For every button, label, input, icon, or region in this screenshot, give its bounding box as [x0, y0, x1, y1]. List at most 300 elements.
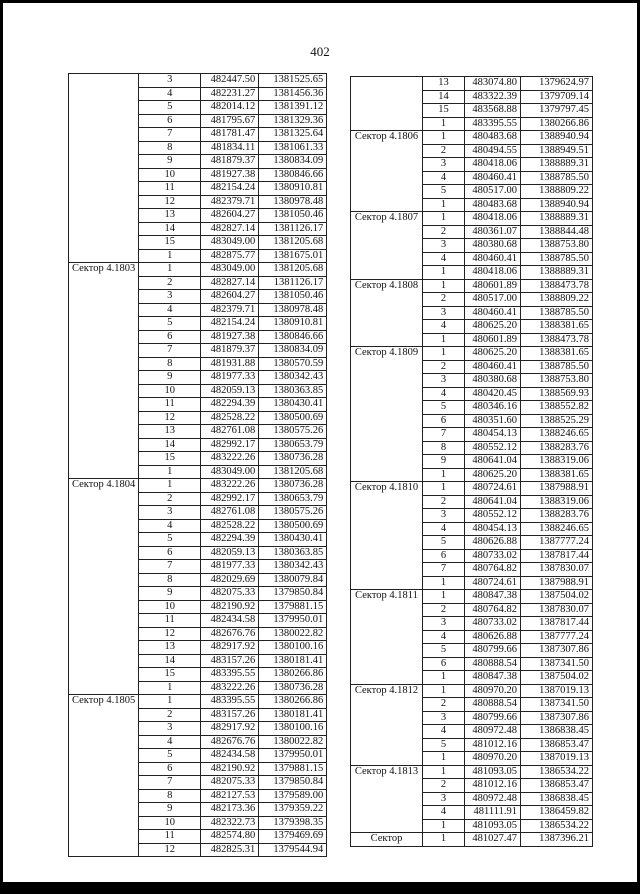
y-coordinate: 1386853.47	[521, 738, 593, 752]
y-coordinate: 1387830.07	[521, 603, 593, 617]
x-coordinate: 482075.33	[201, 776, 259, 790]
x-coordinate: 482294.39	[201, 533, 259, 547]
point-number: 1	[139, 681, 201, 695]
y-coordinate: 1386534.22	[521, 819, 593, 833]
x-coordinate: 483222.26	[201, 681, 259, 695]
x-coordinate: 480626.88	[465, 536, 521, 550]
y-coordinate: 1388889.31	[521, 212, 593, 226]
x-coordinate: 480418.06	[465, 212, 521, 226]
point-number: 14	[139, 438, 201, 452]
point-number: 7	[139, 776, 201, 790]
x-coordinate: 480460.41	[465, 252, 521, 266]
x-coordinate: 480625.20	[465, 468, 521, 482]
y-coordinate: 1380570.59	[259, 357, 327, 371]
x-coordinate: 481834.11	[201, 141, 259, 155]
x-coordinate: 481879.37	[201, 155, 259, 169]
x-coordinate: 482992.17	[201, 438, 259, 452]
point-number: 3	[423, 158, 465, 172]
x-coordinate: 480517.00	[465, 293, 521, 307]
point-number: 1	[423, 198, 465, 212]
point-number: 11	[139, 830, 201, 844]
sector-label: Сектор 4.1812	[351, 684, 423, 765]
y-coordinate: 1379469.69	[259, 830, 327, 844]
y-coordinate: 1388940.94	[521, 198, 593, 212]
y-coordinate: 1380846.66	[259, 168, 327, 182]
point-number: 13	[139, 425, 201, 439]
x-coordinate: 480454.13	[465, 522, 521, 536]
y-coordinate: 1380910.81	[259, 317, 327, 331]
table-row	[69, 479, 327, 493]
y-coordinate: 1388949.51	[521, 144, 593, 158]
x-coordinate: 480517.00	[465, 185, 521, 199]
x-coordinate: 482604.27	[201, 290, 259, 304]
x-coordinate: 483395.55	[201, 668, 259, 682]
point-number: 2	[423, 698, 465, 712]
point-number: 12	[139, 195, 201, 209]
y-coordinate: 1380342.43	[259, 371, 327, 385]
x-coordinate: 480625.20	[465, 347, 521, 361]
y-coordinate: 1381205.68	[259, 236, 327, 250]
sector-label: Сектор 4.1808	[351, 279, 423, 347]
x-coordinate: 481977.33	[201, 371, 259, 385]
point-number: 14	[139, 222, 201, 236]
y-coordinate: 1381050.46	[259, 290, 327, 304]
x-coordinate: 482075.33	[201, 587, 259, 601]
y-coordinate: 1388889.31	[521, 158, 593, 172]
point-number: 1	[423, 131, 465, 145]
y-coordinate: 1388319.06	[521, 455, 593, 469]
point-number: 7	[139, 128, 201, 142]
x-coordinate: 483395.55	[201, 695, 259, 709]
y-coordinate: 1380266.86	[521, 117, 593, 131]
coordinates-table-left	[68, 73, 327, 857]
y-coordinate: 1379709.14	[521, 90, 593, 104]
x-coordinate: 483049.00	[201, 263, 259, 277]
y-coordinate: 1381205.68	[259, 263, 327, 277]
point-number: 6	[423, 657, 465, 671]
x-coordinate: 483157.26	[201, 654, 259, 668]
point-number: 8	[139, 357, 201, 371]
point-number: 2	[423, 144, 465, 158]
y-coordinate: 1387307.86	[521, 711, 593, 725]
y-coordinate: 1381205.68	[259, 465, 327, 479]
point-number: 4	[423, 725, 465, 739]
point-number: 9	[139, 587, 201, 601]
x-coordinate: 482190.92	[201, 600, 259, 614]
y-coordinate: 1386838.45	[521, 792, 593, 806]
point-number: 11	[139, 614, 201, 628]
point-number: 5	[423, 536, 465, 550]
x-coordinate: 480460.41	[465, 171, 521, 185]
x-coordinate: 480972.48	[465, 725, 521, 739]
point-number: 1	[423, 279, 465, 293]
point-number: 1	[423, 819, 465, 833]
x-coordinate: 482875.77	[201, 249, 259, 263]
x-coordinate: 481927.38	[201, 330, 259, 344]
point-number: 6	[139, 330, 201, 344]
x-coordinate: 483568.88	[465, 104, 521, 118]
point-number: 3	[139, 74, 201, 88]
x-coordinate: 481795.67	[201, 114, 259, 128]
point-number: 1	[423, 684, 465, 698]
table-row	[351, 77, 593, 91]
y-coordinate: 1381050.46	[259, 209, 327, 223]
x-coordinate: 480552.12	[465, 509, 521, 523]
y-coordinate: 1388940.94	[521, 131, 593, 145]
y-coordinate: 1387019.13	[521, 752, 593, 766]
point-number: 15	[139, 668, 201, 682]
point-number: 1	[139, 249, 201, 263]
y-coordinate: 1388753.80	[521, 374, 593, 388]
y-coordinate: 1387341.50	[521, 698, 593, 712]
x-coordinate: 483322.39	[465, 90, 521, 104]
point-number: 2	[139, 276, 201, 290]
x-coordinate: 482029.69	[201, 573, 259, 587]
point-number: 1	[423, 347, 465, 361]
x-coordinate: 480847.38	[465, 671, 521, 685]
point-number: 2	[423, 495, 465, 509]
point-number: 2	[423, 779, 465, 793]
x-coordinate: 482434.58	[201, 614, 259, 628]
y-coordinate: 1380363.85	[259, 546, 327, 560]
table-row	[69, 695, 327, 709]
y-coordinate: 1388889.31	[521, 266, 593, 280]
point-number: 3	[423, 711, 465, 725]
y-coordinate: 1388381.65	[521, 320, 593, 334]
page-number: 402	[310, 44, 330, 59]
y-coordinate: 1387777.24	[521, 536, 593, 550]
y-coordinate: 1386838.45	[521, 725, 593, 739]
x-coordinate: 481977.33	[201, 560, 259, 574]
y-coordinate: 1381675.01	[259, 249, 327, 263]
point-number: 4	[423, 522, 465, 536]
y-coordinate: 1387988.91	[521, 576, 593, 590]
point-number: 6	[139, 114, 201, 128]
x-coordinate: 483049.00	[201, 465, 259, 479]
point-number: 14	[423, 90, 465, 104]
y-coordinate: 1380266.86	[259, 695, 327, 709]
y-coordinate: 1380978.48	[259, 195, 327, 209]
x-coordinate: 482992.17	[201, 492, 259, 506]
x-coordinate: 482917.92	[201, 641, 259, 655]
y-coordinate: 1380910.81	[259, 182, 327, 196]
x-coordinate: 480418.06	[465, 158, 521, 172]
y-coordinate: 1387817.44	[521, 617, 593, 631]
x-coordinate: 482574.80	[201, 830, 259, 844]
x-coordinate: 482190.92	[201, 762, 259, 776]
x-coordinate: 483157.26	[201, 708, 259, 722]
point-number: 15	[139, 236, 201, 250]
point-number: 7	[423, 428, 465, 442]
x-coordinate: 482827.14	[201, 276, 259, 290]
point-number: 6	[139, 546, 201, 560]
x-coordinate: 481027.47	[465, 833, 521, 847]
sector-label	[69, 74, 139, 263]
y-coordinate: 1387307.86	[521, 644, 593, 658]
table-row	[351, 765, 593, 779]
y-coordinate: 1387817.44	[521, 549, 593, 563]
point-number: 9	[139, 155, 201, 169]
x-coordinate: 482322.73	[201, 816, 259, 830]
point-number: 10	[139, 384, 201, 398]
x-coordinate: 482917.92	[201, 722, 259, 736]
table-row	[351, 212, 593, 226]
point-number: 1	[139, 695, 201, 709]
sector-label: Сектор 4.1803	[69, 263, 139, 479]
point-number: 5	[423, 738, 465, 752]
y-coordinate: 1380653.79	[259, 492, 327, 506]
point-number: 5	[423, 401, 465, 415]
y-coordinate: 1387396.21	[521, 833, 593, 847]
x-coordinate: 480552.12	[465, 441, 521, 455]
x-coordinate: 483395.55	[465, 117, 521, 131]
x-coordinate: 480641.04	[465, 495, 521, 509]
y-coordinate: 1388753.80	[521, 239, 593, 253]
point-number: 9	[139, 371, 201, 385]
point-number: 1	[423, 576, 465, 590]
table-row	[351, 347, 593, 361]
y-coordinate: 1379797.45	[521, 104, 593, 118]
y-coordinate: 1380834.09	[259, 344, 327, 358]
x-coordinate: 480625.20	[465, 320, 521, 334]
x-coordinate: 480724.61	[465, 482, 521, 496]
x-coordinate: 481927.38	[201, 168, 259, 182]
point-number: 1	[139, 465, 201, 479]
point-number: 13	[139, 209, 201, 223]
point-number: 5	[423, 644, 465, 658]
table-row	[351, 279, 593, 293]
x-coordinate: 480733.02	[465, 617, 521, 631]
point-number: 2	[423, 225, 465, 239]
point-number: 4	[423, 806, 465, 820]
x-coordinate: 483222.26	[201, 479, 259, 493]
x-coordinate: 481931.88	[201, 357, 259, 371]
point-number: 7	[423, 563, 465, 577]
x-coordinate: 480460.41	[465, 360, 521, 374]
point-number: 6	[423, 414, 465, 428]
x-coordinate: 483074.80	[465, 77, 521, 91]
point-number: 10	[139, 600, 201, 614]
y-coordinate: 1381329.36	[259, 114, 327, 128]
y-coordinate: 1381126.17	[259, 276, 327, 290]
point-number: 4	[139, 735, 201, 749]
y-coordinate: 1380100.16	[259, 722, 327, 736]
y-coordinate: 1380575.26	[259, 506, 327, 520]
point-number: 2	[423, 360, 465, 374]
y-coordinate: 1379950.01	[259, 614, 327, 628]
x-coordinate: 480764.82	[465, 603, 521, 617]
sector-label: Сектор 4.1805	[69, 695, 139, 857]
y-coordinate: 1387830.07	[521, 563, 593, 577]
x-coordinate: 480888.54	[465, 657, 521, 671]
point-number: 4	[423, 387, 465, 401]
point-number: 9	[139, 803, 201, 817]
y-coordinate: 1379881.15	[259, 762, 327, 776]
sector-label: Сектор 4.1811	[351, 590, 423, 685]
y-coordinate: 1380079.84	[259, 573, 327, 587]
x-coordinate: 482173.36	[201, 803, 259, 817]
y-coordinate: 1388809.22	[521, 293, 593, 307]
point-number: 1	[423, 765, 465, 779]
x-coordinate: 480420.45	[465, 387, 521, 401]
y-coordinate: 1380181.41	[259, 708, 327, 722]
x-coordinate: 482604.27	[201, 209, 259, 223]
x-coordinate: 482676.76	[201, 627, 259, 641]
y-coordinate: 1380342.43	[259, 560, 327, 574]
x-coordinate: 482127.53	[201, 789, 259, 803]
x-coordinate: 480351.60	[465, 414, 521, 428]
x-coordinate: 482014.12	[201, 101, 259, 115]
y-coordinate: 1388525.29	[521, 414, 593, 428]
table-row	[351, 684, 593, 698]
point-number: 14	[139, 654, 201, 668]
point-number: 5	[139, 101, 201, 115]
point-number: 3	[423, 306, 465, 320]
x-coordinate: 480888.54	[465, 698, 521, 712]
point-number: 11	[139, 398, 201, 412]
point-number: 4	[139, 519, 201, 533]
point-number: 2	[139, 492, 201, 506]
point-number: 3	[139, 506, 201, 520]
x-coordinate: 482528.22	[201, 411, 259, 425]
point-number: 2	[139, 708, 201, 722]
point-number: 1	[423, 752, 465, 766]
point-number: 1	[423, 117, 465, 131]
y-coordinate: 1380181.41	[259, 654, 327, 668]
x-coordinate: 480970.20	[465, 684, 521, 698]
x-coordinate: 480641.04	[465, 455, 521, 469]
y-coordinate: 1380978.48	[259, 303, 327, 317]
x-coordinate: 480847.38	[465, 590, 521, 604]
x-coordinate: 481012.16	[465, 738, 521, 752]
y-coordinate: 1379850.84	[259, 776, 327, 790]
point-number: 3	[423, 509, 465, 523]
coordinates-table-right	[350, 76, 593, 847]
point-number: 4	[139, 87, 201, 101]
y-coordinate: 1381525.65	[259, 74, 327, 88]
sector-label: Сектор 4.1810	[351, 482, 423, 590]
y-coordinate: 1388283.76	[521, 441, 593, 455]
point-number: 1	[423, 671, 465, 685]
table-row	[351, 482, 593, 496]
table-row	[69, 74, 327, 88]
x-coordinate: 482676.76	[201, 735, 259, 749]
y-coordinate: 1387019.13	[521, 684, 593, 698]
point-number: 12	[139, 627, 201, 641]
x-coordinate: 482434.58	[201, 749, 259, 763]
x-coordinate: 480733.02	[465, 549, 521, 563]
x-coordinate: 480460.41	[465, 306, 521, 320]
x-coordinate: 482059.13	[201, 546, 259, 560]
x-coordinate: 482154.24	[201, 317, 259, 331]
y-coordinate: 1380363.85	[259, 384, 327, 398]
y-coordinate: 1388844.48	[521, 225, 593, 239]
x-coordinate: 482231.27	[201, 87, 259, 101]
point-number: 1	[139, 479, 201, 493]
x-coordinate: 480601.89	[465, 333, 521, 347]
x-coordinate: 480601.89	[465, 279, 521, 293]
point-number: 6	[423, 549, 465, 563]
y-coordinate: 1379950.01	[259, 749, 327, 763]
point-number: 11	[139, 182, 201, 196]
point-number: 13	[139, 641, 201, 655]
y-coordinate: 1388319.06	[521, 495, 593, 509]
sector-label: Сектор 4.1806	[351, 131, 423, 212]
x-coordinate: 480626.88	[465, 630, 521, 644]
x-coordinate: 481781.47	[201, 128, 259, 142]
y-coordinate: 1379881.15	[259, 600, 327, 614]
y-coordinate: 1388552.82	[521, 401, 593, 415]
x-coordinate: 480972.48	[465, 792, 521, 806]
point-number: 15	[423, 104, 465, 118]
y-coordinate: 1388283.76	[521, 509, 593, 523]
y-coordinate: 1381061.33	[259, 141, 327, 155]
y-coordinate: 1388785.50	[521, 171, 593, 185]
y-coordinate: 1388246.65	[521, 428, 593, 442]
point-number: 3	[139, 290, 201, 304]
point-number: 8	[139, 789, 201, 803]
y-coordinate: 1380736.28	[259, 681, 327, 695]
x-coordinate: 482825.31	[201, 843, 259, 857]
y-coordinate: 1379398.35	[259, 816, 327, 830]
x-coordinate: 482294.39	[201, 398, 259, 412]
x-coordinate: 480418.06	[465, 266, 521, 280]
x-coordinate: 480483.68	[465, 131, 521, 145]
x-coordinate: 481093.05	[465, 819, 521, 833]
y-coordinate: 1380846.66	[259, 330, 327, 344]
x-coordinate: 482761.08	[201, 506, 259, 520]
x-coordinate: 480799.66	[465, 644, 521, 658]
y-coordinate: 1388569.93	[521, 387, 593, 401]
x-coordinate: 480454.13	[465, 428, 521, 442]
x-coordinate: 482154.24	[201, 182, 259, 196]
y-coordinate: 1381391.12	[259, 101, 327, 115]
y-coordinate: 1388381.65	[521, 347, 593, 361]
y-coordinate: 1379359.22	[259, 803, 327, 817]
point-number: 5	[423, 185, 465, 199]
x-coordinate: 482059.13	[201, 384, 259, 398]
y-coordinate: 1379624.97	[521, 77, 593, 91]
y-coordinate: 1379589.00	[259, 789, 327, 803]
x-coordinate: 481111.91	[465, 806, 521, 820]
point-number: 9	[423, 455, 465, 469]
point-number: 10	[139, 816, 201, 830]
x-coordinate: 480346.16	[465, 401, 521, 415]
point-number: 8	[423, 441, 465, 455]
x-coordinate: 480380.68	[465, 374, 521, 388]
sector-label: Сектор 4.1804	[69, 479, 139, 695]
table-row	[69, 263, 327, 277]
point-number: 2	[423, 603, 465, 617]
y-coordinate: 1380430.41	[259, 533, 327, 547]
x-coordinate: 482761.08	[201, 425, 259, 439]
y-coordinate: 1387504.02	[521, 671, 593, 685]
y-coordinate: 1388785.50	[521, 252, 593, 266]
y-coordinate: 1379850.84	[259, 587, 327, 601]
x-coordinate: 480483.68	[465, 198, 521, 212]
y-coordinate: 1387341.50	[521, 657, 593, 671]
point-number: 8	[139, 573, 201, 587]
point-number: 5	[139, 533, 201, 547]
y-coordinate: 1387504.02	[521, 590, 593, 604]
y-coordinate: 1380575.26	[259, 425, 327, 439]
point-number: 15	[139, 452, 201, 466]
x-coordinate: 483222.26	[201, 452, 259, 466]
y-coordinate: 1380500.69	[259, 519, 327, 533]
x-coordinate: 480361.07	[465, 225, 521, 239]
x-coordinate: 480724.61	[465, 576, 521, 590]
point-number: 1	[423, 266, 465, 280]
